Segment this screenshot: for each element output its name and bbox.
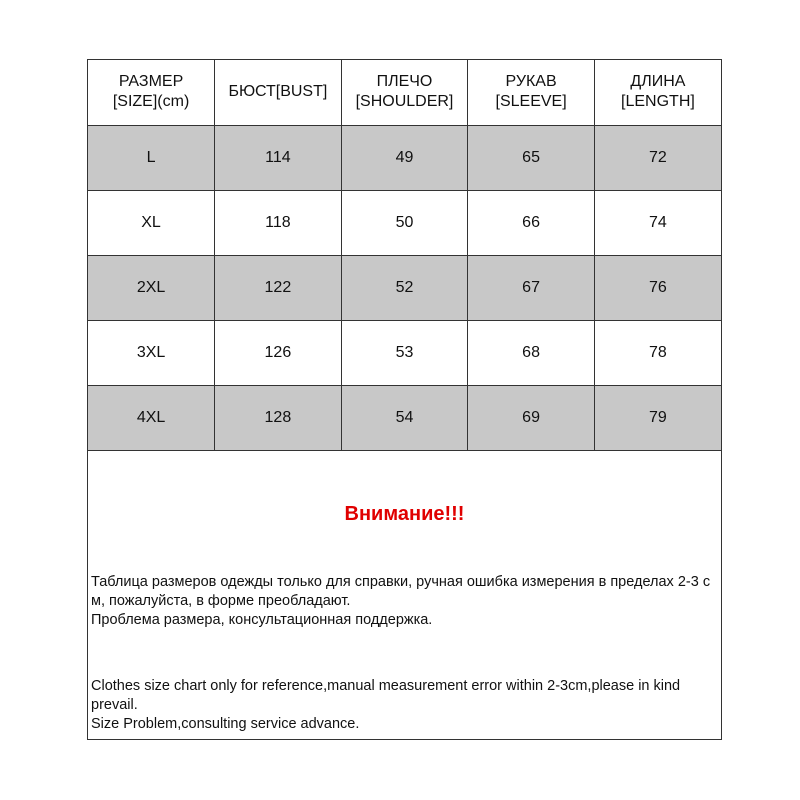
cell-size: 4XL [88, 385, 215, 450]
notice-english [91, 677, 719, 734]
cell-bust: 114 [215, 125, 342, 190]
cell-shoulder: 50 [341, 190, 468, 255]
cell-sleeve: 66 [468, 190, 595, 255]
cell-bust: 128 [215, 385, 342, 450]
cell-shoulder: 52 [341, 255, 468, 320]
notice-en-line: prevail. [91, 697, 138, 713]
header-length-en: [LENGTH] [621, 93, 695, 111]
header-shoulder-ru: ПЛЕЧО [376, 73, 433, 91]
notice-en-line: Size Problem,consulting service advance. [91, 716, 360, 732]
cell-size: L [88, 125, 215, 190]
header-size-en: [SIZE](cm) [112, 93, 190, 111]
table-row [88, 255, 721, 320]
table-header-row [88, 60, 721, 125]
header-size-ru: РАЗМЕР [118, 73, 184, 91]
cell-shoulder: 49 [341, 125, 468, 190]
header-sleeve-ru: РУКАВ [505, 73, 557, 91]
header-length [594, 60, 721, 125]
cell-length: 72 [594, 125, 721, 190]
cell-length: 78 [594, 320, 721, 385]
header-length-ru: ДЛИНА [630, 73, 686, 91]
cell-shoulder: 53 [341, 320, 468, 385]
header-size [88, 60, 215, 125]
cell-size: 2XL [88, 255, 215, 320]
notice-ru-line: м, пожалуйста, в форме преобладают. [91, 593, 351, 609]
cell-sleeve: 68 [468, 320, 595, 385]
notice-ru-line: Проблема размера, консультационная поддержка. [91, 612, 433, 628]
cell-bust: 126 [215, 320, 342, 385]
notice-russian [91, 573, 719, 630]
cell-sleeve: 67 [468, 255, 595, 320]
cell-bust: 118 [215, 190, 342, 255]
header-bust [215, 60, 342, 125]
size-chart-frame [87, 59, 722, 740]
table-row [88, 385, 721, 450]
header-shoulder [341, 60, 468, 125]
attention-heading: Внимание!!! [344, 503, 465, 525]
cell-length: 76 [594, 255, 721, 320]
notice-ru-line: Таблица размеров одежды только для справки, ручная ошибка измерения в пределах 2-3 с [91, 574, 711, 590]
cell-size: 3XL [88, 320, 215, 385]
header-sleeve [468, 60, 595, 125]
cell-bust: 122 [215, 255, 342, 320]
header-bust-label: БЮСТ[BUST] [228, 83, 328, 101]
cell-shoulder: 54 [341, 385, 468, 450]
cell-length: 74 [594, 190, 721, 255]
header-sleeve-en: [SLEEVE] [495, 93, 567, 111]
table-row [88, 190, 721, 255]
cell-size: XL [88, 190, 215, 255]
header-shoulder-en: [SHOULDER] [355, 93, 454, 111]
table-row [88, 125, 721, 190]
size-table [88, 60, 721, 451]
notice-en-line: Clothes size chart only for reference,manual measurement error within 2-3cm,please in kind [91, 678, 681, 694]
table-row [88, 320, 721, 385]
cell-sleeve: 65 [468, 125, 595, 190]
cell-sleeve: 69 [468, 385, 595, 450]
cell-length: 79 [594, 385, 721, 450]
